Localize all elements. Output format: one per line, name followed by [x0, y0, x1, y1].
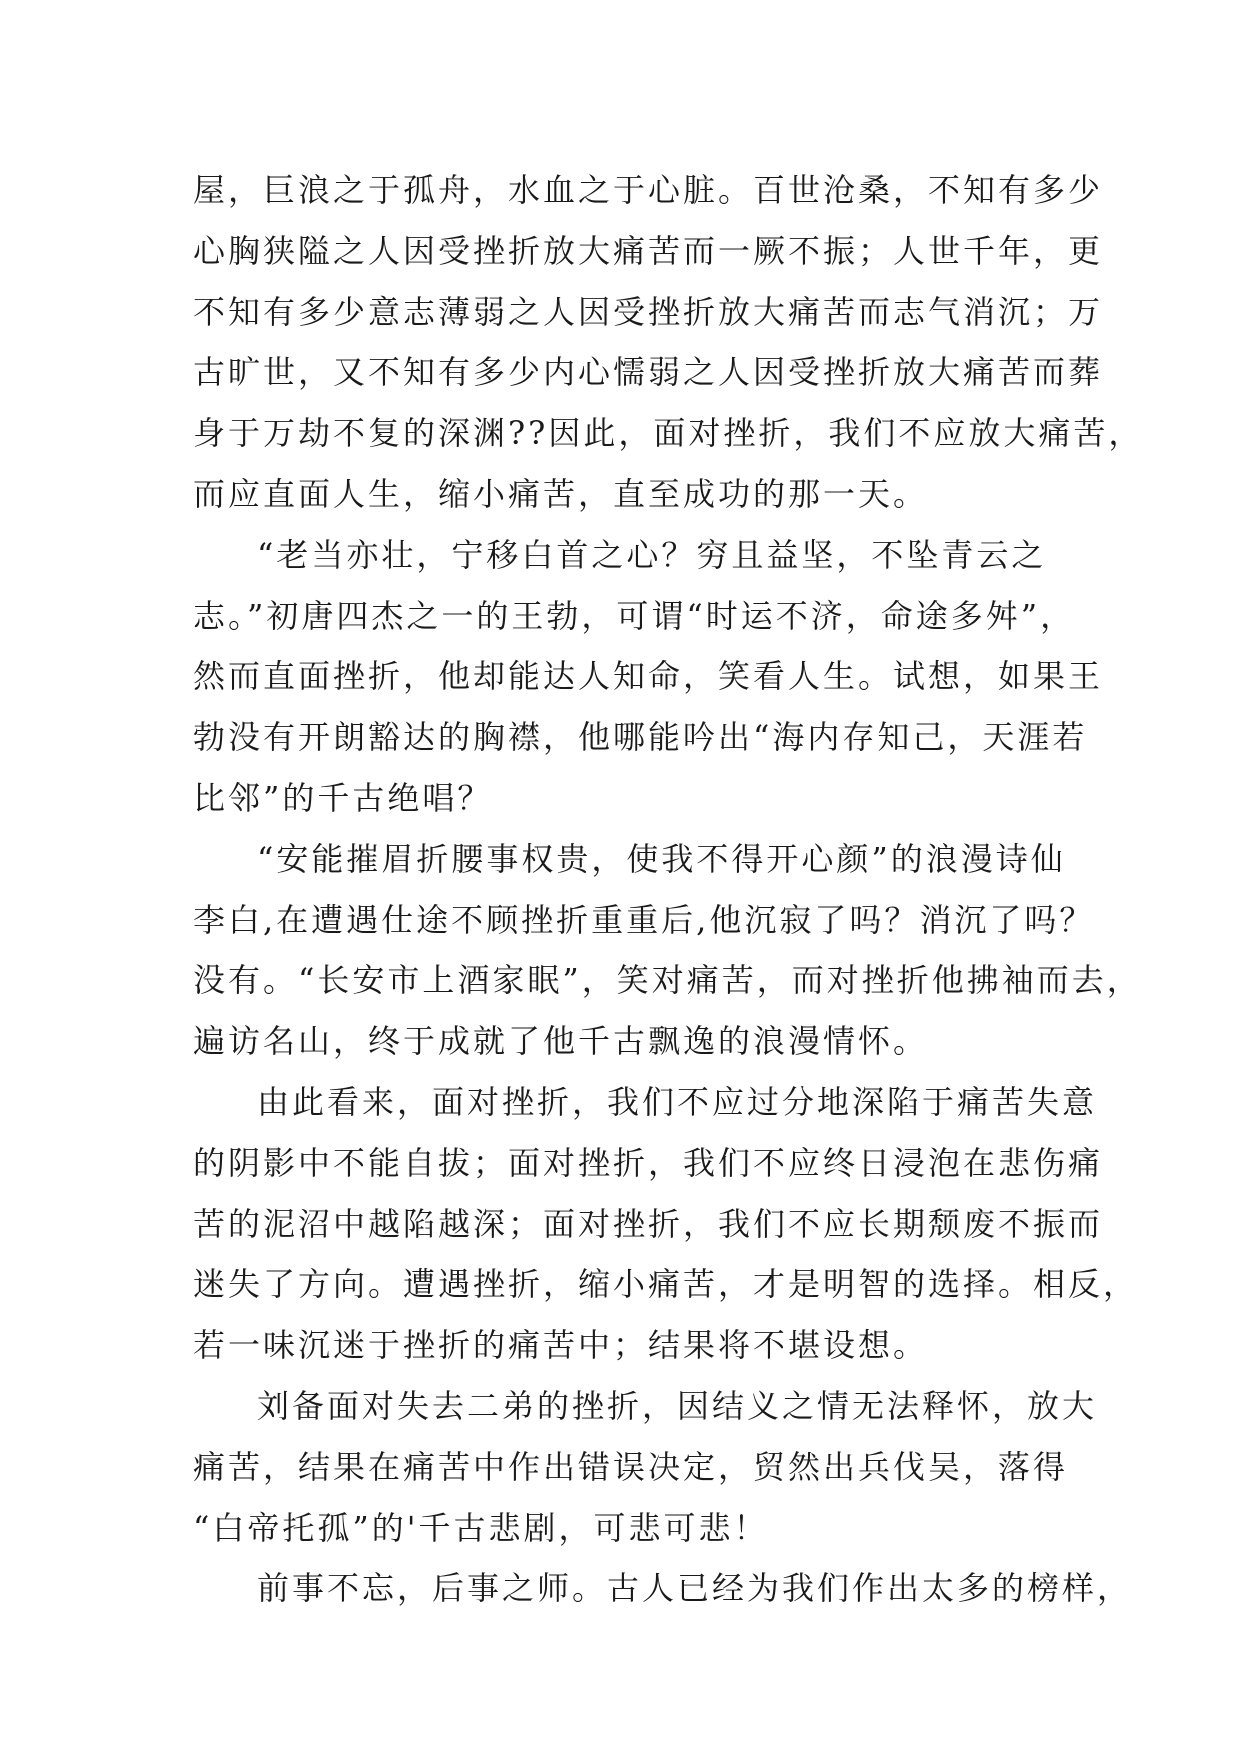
text-line: 若一味沉迷于挫折的痛苦中；结果将不堪设想。	[193, 1326, 929, 1365]
paragraph-start-line: “安能摧眉折腰事权贵，使我不得开心颜”的浪漫诗仙	[257, 839, 1066, 878]
text-line: 不知有多少意志薄弱之人因受挫折放大痛苦而志气消沉；万	[193, 292, 1104, 331]
essay-body	[193, 160, 1144, 1619]
paragraph-start-line: 由此看来，面对挫折，我们不应过分地深陷于痛苦失意	[257, 1082, 1098, 1121]
text-line: 志。”初唐四杰之一的王勃，可谓“时运不济，命途多舛”，	[193, 596, 1076, 635]
text-line: 身于万劫不复的深渊??因此，面对挫折，我们不应放大痛苦，	[193, 414, 1144, 453]
text-line: 屋，巨浪之于孤舟，水血之于心脏。百世沧桑，不知有多少	[193, 171, 1104, 209]
paragraph-start-line: 前事不忘，后事之师。古人已经为我们作出太多的榜样，	[257, 1569, 1133, 1608]
text-line: 苦的泥沼中越陷越深；面对挫折，我们不应长期颓废不振而	[193, 1204, 1104, 1243]
text-line: 心胸狭隘之人因受挫折放大痛苦而一厥不振；人世千年，更	[193, 231, 1104, 270]
text-line: 遍访名山，终于成就了他千古飘逸的浪漫情怀。	[193, 1022, 929, 1061]
text-line: 古旷世，又不知有多少内心懦弱之人因受挫折放大痛苦而葬	[193, 353, 1104, 392]
paragraph-start-line: “老当亦壮，宁移白首之心？穷且益坚，不坠青云之	[257, 535, 1047, 574]
text-line: 勃没有开朗豁达的胸襟，他哪能吟出“海内存知己，天涯若	[193, 718, 1088, 757]
paragraph-start-line: 刘备面对失去二弟的挫折，因结义之情无法释怀，放大	[257, 1386, 1098, 1425]
text-line: 痛苦，结果在痛苦中作出错误决定，贸然出兵伐吴，落得	[193, 1447, 1069, 1486]
text-line: 比邻”的千古绝唱？	[193, 778, 493, 817]
text-line: 的阴影中不能自拔；面对挫折，我们不应终日浸泡在悲伤痛	[193, 1143, 1104, 1182]
text-line: 没有。“长安市上酒家眠”，笑对痛苦，而对挫折他拂袖而去，	[193, 961, 1142, 1000]
text-line: “白帝托孤”的'千古悲剧，可悲可悲！	[193, 1508, 769, 1547]
text-line: 李白,在遭遇仕途不顾挫折重重后,他沉寂了吗？消沉了吗？	[193, 900, 1095, 939]
text-line: 然而直面挫折，他却能达人知命，笑看人生。试想，如果王	[193, 657, 1104, 696]
text-line: 迷失了方向。遭遇挫折，缩小痛苦，才是明智的选择。相反，	[193, 1265, 1139, 1304]
text-line: 而应直面人生，缩小痛苦，直至成功的那一天。	[193, 474, 929, 513]
